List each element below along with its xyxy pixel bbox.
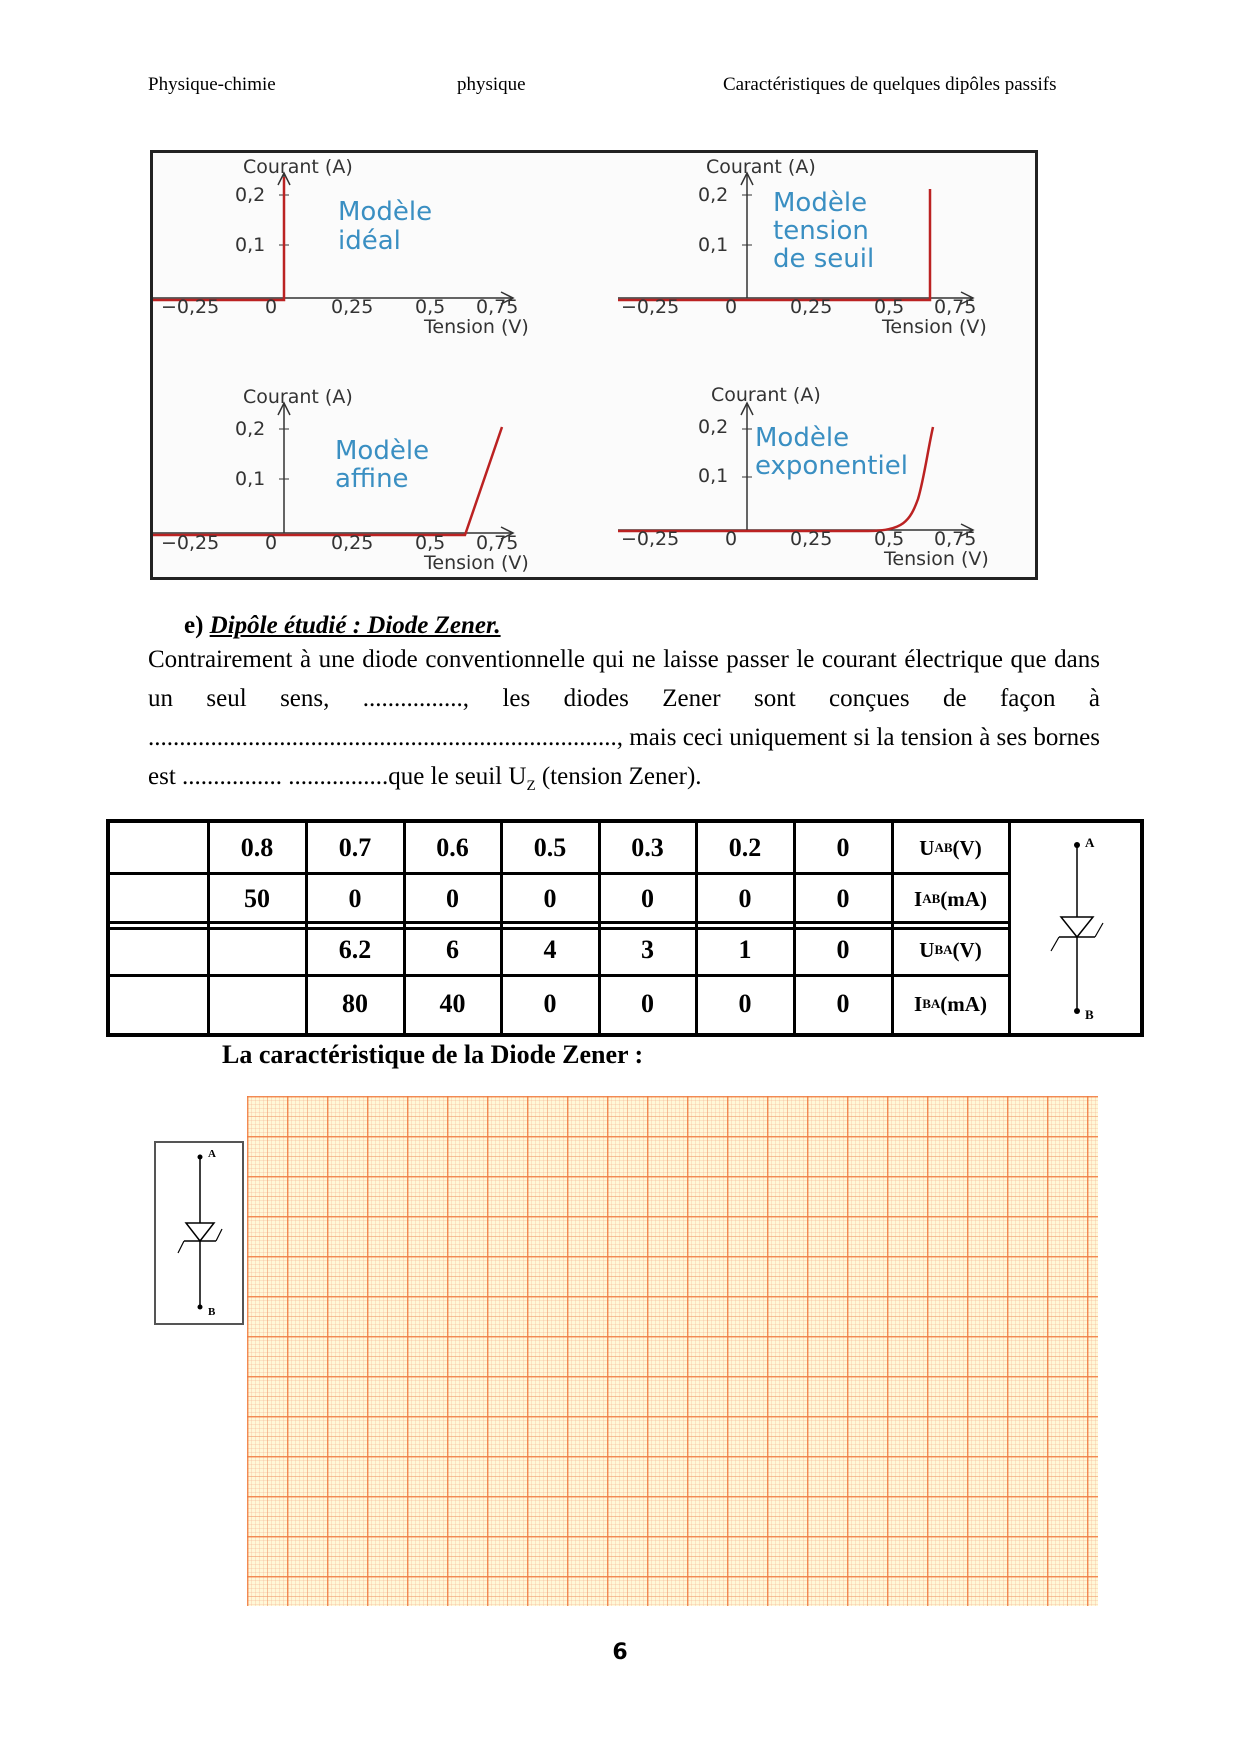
- label-subscript: BA: [922, 996, 941, 1011]
- table-cell: 0: [738, 989, 752, 1018]
- table-cell: 4: [543, 935, 557, 964]
- table-cell: 0: [446, 884, 459, 913]
- ytick: 0,2: [235, 418, 266, 440]
- graph-paper[interactable]: [247, 1096, 1098, 1606]
- xlabel: Tension (V): [882, 316, 987, 338]
- xtick: −0,25: [621, 528, 680, 550]
- xtick: 0: [725, 528, 738, 550]
- table-cell: 0: [543, 989, 557, 1018]
- table-cell: 3: [641, 935, 654, 964]
- xtick: 0,25: [331, 296, 374, 318]
- table-cell: 6.2: [338, 935, 372, 964]
- table-cell: 0: [738, 884, 752, 913]
- xtick: 0,25: [331, 532, 374, 554]
- table-cell: 6: [446, 935, 459, 964]
- xtick: 0,5: [415, 532, 446, 554]
- table-cell: 1: [738, 935, 752, 964]
- table-cell: 0: [641, 989, 654, 1018]
- table-cell: 0: [348, 884, 362, 913]
- section-title-text: Dipôle étudié : Diode Zener.: [209, 612, 501, 639]
- model-name: de seuil: [773, 244, 875, 274]
- terminal-b-label: B: [208, 1306, 216, 1318]
- ytick: 0,1: [698, 234, 729, 256]
- xtick: −0,25: [621, 296, 680, 318]
- label-subscript: BA: [934, 942, 953, 957]
- table-cell: 50: [244, 884, 270, 913]
- ytick: 0,1: [698, 465, 729, 487]
- table-row-label: [892, 925, 1009, 975]
- label-subscript: AB: [934, 840, 953, 855]
- page-number: 6: [612, 1640, 628, 1665]
- table-cell: 0.7: [338, 833, 372, 862]
- xlabel: Tension (V): [424, 552, 529, 574]
- table-cell: [110, 873, 208, 925]
- table-cell: 0.6: [436, 833, 469, 862]
- xtick: 0: [265, 532, 278, 554]
- zener-subscript: Z: [526, 778, 536, 794]
- label-symbol: U: [919, 835, 935, 860]
- table-cell: 0: [836, 989, 850, 1018]
- paragraph-end: (tension Zener).: [535, 763, 702, 790]
- model-affine-panel: [153, 386, 529, 574]
- table-cell: 0: [836, 884, 850, 913]
- table-cell: 0.3: [631, 833, 664, 862]
- model-name: Modèle: [755, 423, 850, 453]
- table-cell: [110, 925, 208, 975]
- header-topic: physique: [457, 74, 526, 95]
- model-name: Modèle: [335, 436, 430, 466]
- model-name: affine: [335, 464, 409, 494]
- table-cell: [110, 823, 208, 873]
- ylabel: Courant (A): [706, 156, 816, 178]
- xtick: 0,75: [476, 532, 519, 554]
- table-cell: [110, 975, 208, 1033]
- terminal-b-label: B: [1085, 1007, 1094, 1022]
- table-cell: [208, 975, 306, 1033]
- label-symbol: I: [914, 886, 923, 911]
- model-exponential-panel: [618, 384, 989, 570]
- xtick: 0,75: [476, 296, 519, 318]
- xtick: −0,25: [161, 532, 220, 554]
- table-row-label: [892, 975, 1009, 1033]
- table-row-label: [892, 873, 1009, 925]
- label-symbol: I: [914, 991, 923, 1016]
- xtick: 0,25: [790, 528, 833, 550]
- table-row-label: [892, 823, 1009, 873]
- model-name: tension: [773, 216, 869, 246]
- ytick: 0,2: [698, 416, 729, 438]
- table-cell: 0.8: [240, 833, 274, 862]
- ylabel: Courant (A): [711, 384, 821, 406]
- terminal-a-label: A: [1085, 835, 1095, 850]
- model-ideal-panel: [153, 156, 529, 338]
- table-divider: [110, 872, 1009, 875]
- model-affine-curve: [153, 427, 502, 535]
- table-cell: 0: [543, 884, 557, 913]
- xlabel: Tension (V): [424, 316, 529, 338]
- header-chapter: Caractéristiques de quelques dipôles passifs: [723, 74, 1057, 95]
- xtick: 0,5: [874, 528, 905, 550]
- table-cell: 0: [836, 833, 850, 862]
- label-unit: (V): [952, 937, 982, 962]
- zener-diode-icon: [1011, 825, 1139, 1031]
- model-threshold-panel: [618, 156, 987, 338]
- label-unit: (V): [952, 835, 982, 860]
- table-cell: 40: [439, 989, 466, 1018]
- xtick: 0,75: [934, 528, 977, 550]
- diode-models-figure: [150, 150, 1038, 580]
- measurement-table: [106, 819, 1144, 1037]
- model-name: exponentiel: [755, 451, 908, 481]
- ytick: 0,2: [235, 184, 266, 206]
- label-unit: (mA): [940, 886, 987, 911]
- table-cell: 0.2: [728, 833, 762, 862]
- xtick: 0,5: [874, 296, 905, 318]
- xtick: −0,25: [161, 296, 220, 318]
- header-subject: Physique-chimie: [148, 74, 276, 95]
- ytick: 0,1: [235, 234, 266, 256]
- ylabel: Courant (A): [243, 156, 353, 178]
- model-name: idéal: [338, 226, 401, 256]
- section-title: [184, 612, 501, 640]
- model-name: Modèle: [338, 197, 433, 227]
- table-divider: [110, 974, 1009, 977]
- label-symbol: U: [919, 937, 935, 962]
- characteristic-title: La caractéristique de la Diode Zener :: [222, 1040, 644, 1069]
- table-cell: 0.5: [533, 833, 567, 862]
- table-divider: [110, 921, 1009, 924]
- table-cell: 0: [641, 884, 654, 913]
- terminal-a-label: A: [208, 1148, 216, 1160]
- zener-symbol-box: [154, 1141, 244, 1325]
- zener-diode-icon: [156, 1143, 242, 1323]
- paragraph-text: Contrairement à une diode conventionnelle qui ne laisse passer le courant électrique que dans un seul sens, ................, les diodes Zener sont conçues de façon à ..........................................................................., mais ceci uniquement si la tension à ses bornes est ................ ................que le seuil U: [148, 646, 1100, 790]
- table-divider: [110, 927, 1009, 930]
- zener-paragraph: [148, 640, 1100, 806]
- xtick: 0,75: [934, 296, 977, 318]
- xtick: 0: [265, 296, 278, 318]
- xtick: 0: [725, 296, 738, 318]
- label-subscript: AB: [922, 891, 941, 906]
- label-unit: (mA): [940, 991, 987, 1016]
- xtick: 0,25: [790, 296, 833, 318]
- table-cell: 80: [342, 989, 368, 1018]
- table-cell: 0: [836, 935, 850, 964]
- xlabel: Tension (V): [884, 548, 989, 570]
- section-marker: e): [184, 612, 204, 639]
- ytick: 0,1: [235, 468, 266, 490]
- xtick: 0,5: [415, 296, 446, 318]
- model-name: Modèle: [773, 188, 868, 218]
- ylabel: Courant (A): [243, 386, 353, 408]
- ytick: 0,2: [698, 184, 729, 206]
- table-cell: [208, 925, 306, 975]
